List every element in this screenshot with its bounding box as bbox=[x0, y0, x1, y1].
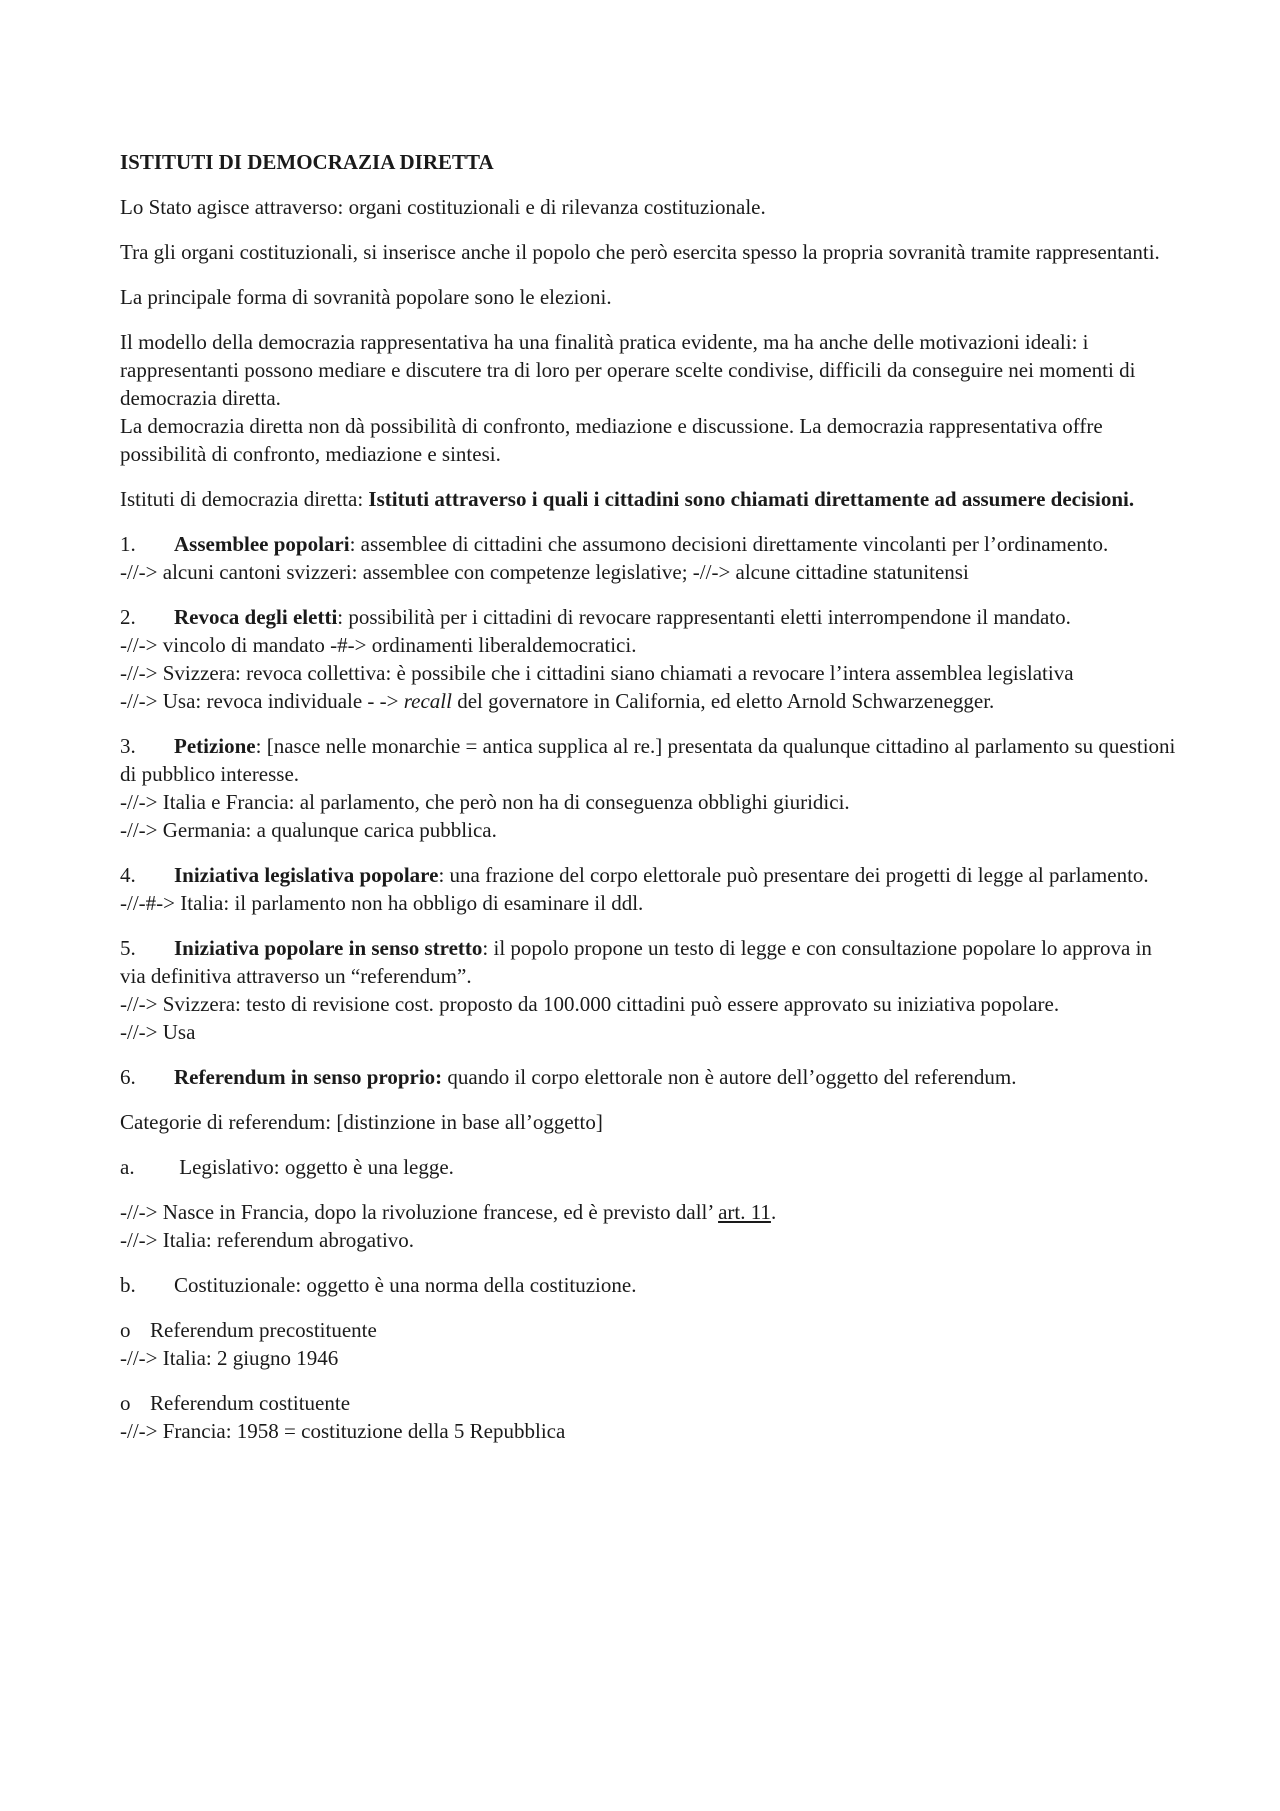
item-term: Referendum in senso proprio: bbox=[174, 1065, 443, 1089]
item-note-usa: -//-> Usa: revoca individuale - -> recall del governatore in California, ed eletto Arnold Schwarzenegger. bbox=[120, 689, 995, 713]
item-desc: : assemblee di cittadini che assumono decisioni direttamente vincolanti per l’ordinamento. bbox=[349, 532, 1109, 556]
bullet-note: -//-> Italia: 2 giugno 1946 bbox=[120, 1346, 339, 1370]
item-term: Assemblee popolari bbox=[174, 532, 350, 556]
item-desc: : possibilità per i cittadini di revocare rappresentanti eletti interrompendone il mandato. bbox=[337, 605, 1071, 629]
art-11-link[interactable]: art. 11 bbox=[718, 1200, 771, 1224]
bullet-mark: o bbox=[120, 1318, 131, 1342]
list-item-revoca bbox=[120, 603, 1180, 715]
item-note: -//-> Svizzera: revoca collettiva: è possibile che i cittadini siano chiamati a revocare l’intera assemblea legislativa bbox=[120, 661, 1074, 685]
item-term: Iniziativa legislativa popolare bbox=[174, 863, 439, 887]
document-page bbox=[120, 148, 1180, 1462]
item-desc: quando il corpo elettorale non è autore dell’oggetto del referendum. bbox=[442, 1065, 1017, 1089]
item-note: -//-#-> Italia: il parlamento non ha obbligo di esaminare il ddl. bbox=[120, 891, 644, 915]
item-number: 3. bbox=[120, 734, 136, 758]
list-item-referendum bbox=[120, 1063, 1180, 1091]
item-term: Iniziativa popolare in senso stretto bbox=[174, 936, 483, 960]
item-number: 4. bbox=[120, 863, 136, 887]
list-item-iniziativa-popolare bbox=[120, 934, 1180, 1046]
item-desc: : [nasce nelle monarchie = antica supplica al re.] presentata da qualunque cittadino al parlamento su questioni di pubblico interesse. bbox=[120, 734, 1176, 786]
paragraph-elezioni: La principale forma di sovranità popolare sono le elezioni. bbox=[120, 285, 612, 309]
item-note: -//-> vincolo di mandato -#-> ordinamenti liberaldemocratici. bbox=[120, 633, 637, 657]
bullet-item-costituente bbox=[120, 1389, 1180, 1445]
item-note: -//-> Italia: referendum abrogativo. bbox=[120, 1228, 415, 1252]
bullet-label: Referendum precostituente bbox=[150, 1318, 377, 1342]
bullet-note: -//-> Francia: 1958 = costituzione della 5 Repubblica bbox=[120, 1419, 566, 1443]
sub-item-text: Legislativo: oggetto è una legge. bbox=[174, 1155, 454, 1179]
item-note: -//-> Italia e Francia: al parlamento, che però non ha di conseguenza obblighi giuridici. bbox=[120, 790, 850, 814]
sub-item-legislativo bbox=[120, 1153, 1180, 1181]
list-item-iniziativa-legislativa bbox=[120, 861, 1180, 917]
recall-term: recall bbox=[403, 689, 452, 713]
paragraph-text: La democrazia diretta non dà possibilità di confronto, mediazione e discussione. La democrazia rappresentativa offre possibilità di confronto, mediazione e sintesi. bbox=[120, 414, 1103, 466]
item-note: -//-> Usa bbox=[120, 1020, 196, 1044]
item-number: 5. bbox=[120, 936, 136, 960]
sub-item-legislativo-notes: -//-> Nasce in Francia, dopo la rivoluzione francese, ed è previsto dall’ art. 11. -//-> Italia: referendum abrogativo. bbox=[120, 1198, 1180, 1254]
item-note: -//-> alcuni cantoni svizzeri: assemblee con competenze legislative; -//-> alcune cittadine statunitensi bbox=[120, 560, 969, 584]
bullet-item-precostituente bbox=[120, 1316, 1180, 1372]
item-number: 6. bbox=[120, 1065, 136, 1089]
item-note: -//-> Germania: a qualunque carica pubblica. bbox=[120, 818, 497, 842]
paragraph-istituti-definizione bbox=[120, 485, 1180, 513]
sub-item-text: Costituzionale: oggetto è una norma della costituzione. bbox=[174, 1273, 637, 1297]
paragraph-organi: Lo Stato agisce attraverso: organi costituzionali e di rilevanza costituzionale. bbox=[120, 195, 766, 219]
sub-item-letter: b. bbox=[120, 1273, 136, 1297]
item-number: 2. bbox=[120, 605, 136, 629]
item-number: 1. bbox=[120, 532, 136, 556]
paragraph-text: Il modello della democrazia rappresentativa ha una finalità pratica evidente, ma ha anche delle motivazioni ideali: i rappresentanti possono mediare e discutere tra di loro per operare scelte condivise, difficili da conseguire nei momenti di democrazia diretta. bbox=[120, 330, 1136, 410]
page-title: ISTITUTI DI DEMOCRAZIA DIRETTA bbox=[120, 150, 494, 174]
bullet-mark: o bbox=[120, 1391, 131, 1415]
definition-lead: Istituti di democrazia diretta: bbox=[120, 487, 369, 511]
list-item-petizione bbox=[120, 732, 1180, 844]
sub-item-letter: a. bbox=[120, 1155, 135, 1179]
item-term: Revoca degli eletti bbox=[174, 605, 338, 629]
bullet-label: Referendum costituente bbox=[150, 1391, 351, 1415]
item-desc: : una frazione del corpo elettorale può presentare dei progetti di legge al parlamento. bbox=[438, 863, 1149, 887]
item-desc: : il popolo propone un testo di legge e con consultazione popolare lo approva in via definitiva attraverso un “referendum”. bbox=[120, 936, 1152, 988]
item-note: -//-> Svizzera: testo di revisione cost. proposto da 100.000 cittadini può essere approvato su iniziativa popolare. bbox=[120, 992, 1060, 1016]
list-item-assemblee bbox=[120, 530, 1180, 586]
paragraph-popolo: Tra gli organi costituzionali, si inserisce anche il popolo che però esercita spesso la propria sovranità tramite rappresentanti. bbox=[120, 240, 1160, 264]
paragraph-democrazia-rappresentativa bbox=[120, 328, 1180, 468]
sub-item-costituzionale bbox=[120, 1271, 1180, 1299]
definition-bold: Istituti attraverso i quali i cittadini sono chiamati direttamente ad assumere decisioni. bbox=[368, 487, 1135, 511]
item-term: Petizione bbox=[174, 734, 256, 758]
categories-heading: Categorie di referendum: [distinzione in base all’oggetto] bbox=[120, 1110, 603, 1134]
